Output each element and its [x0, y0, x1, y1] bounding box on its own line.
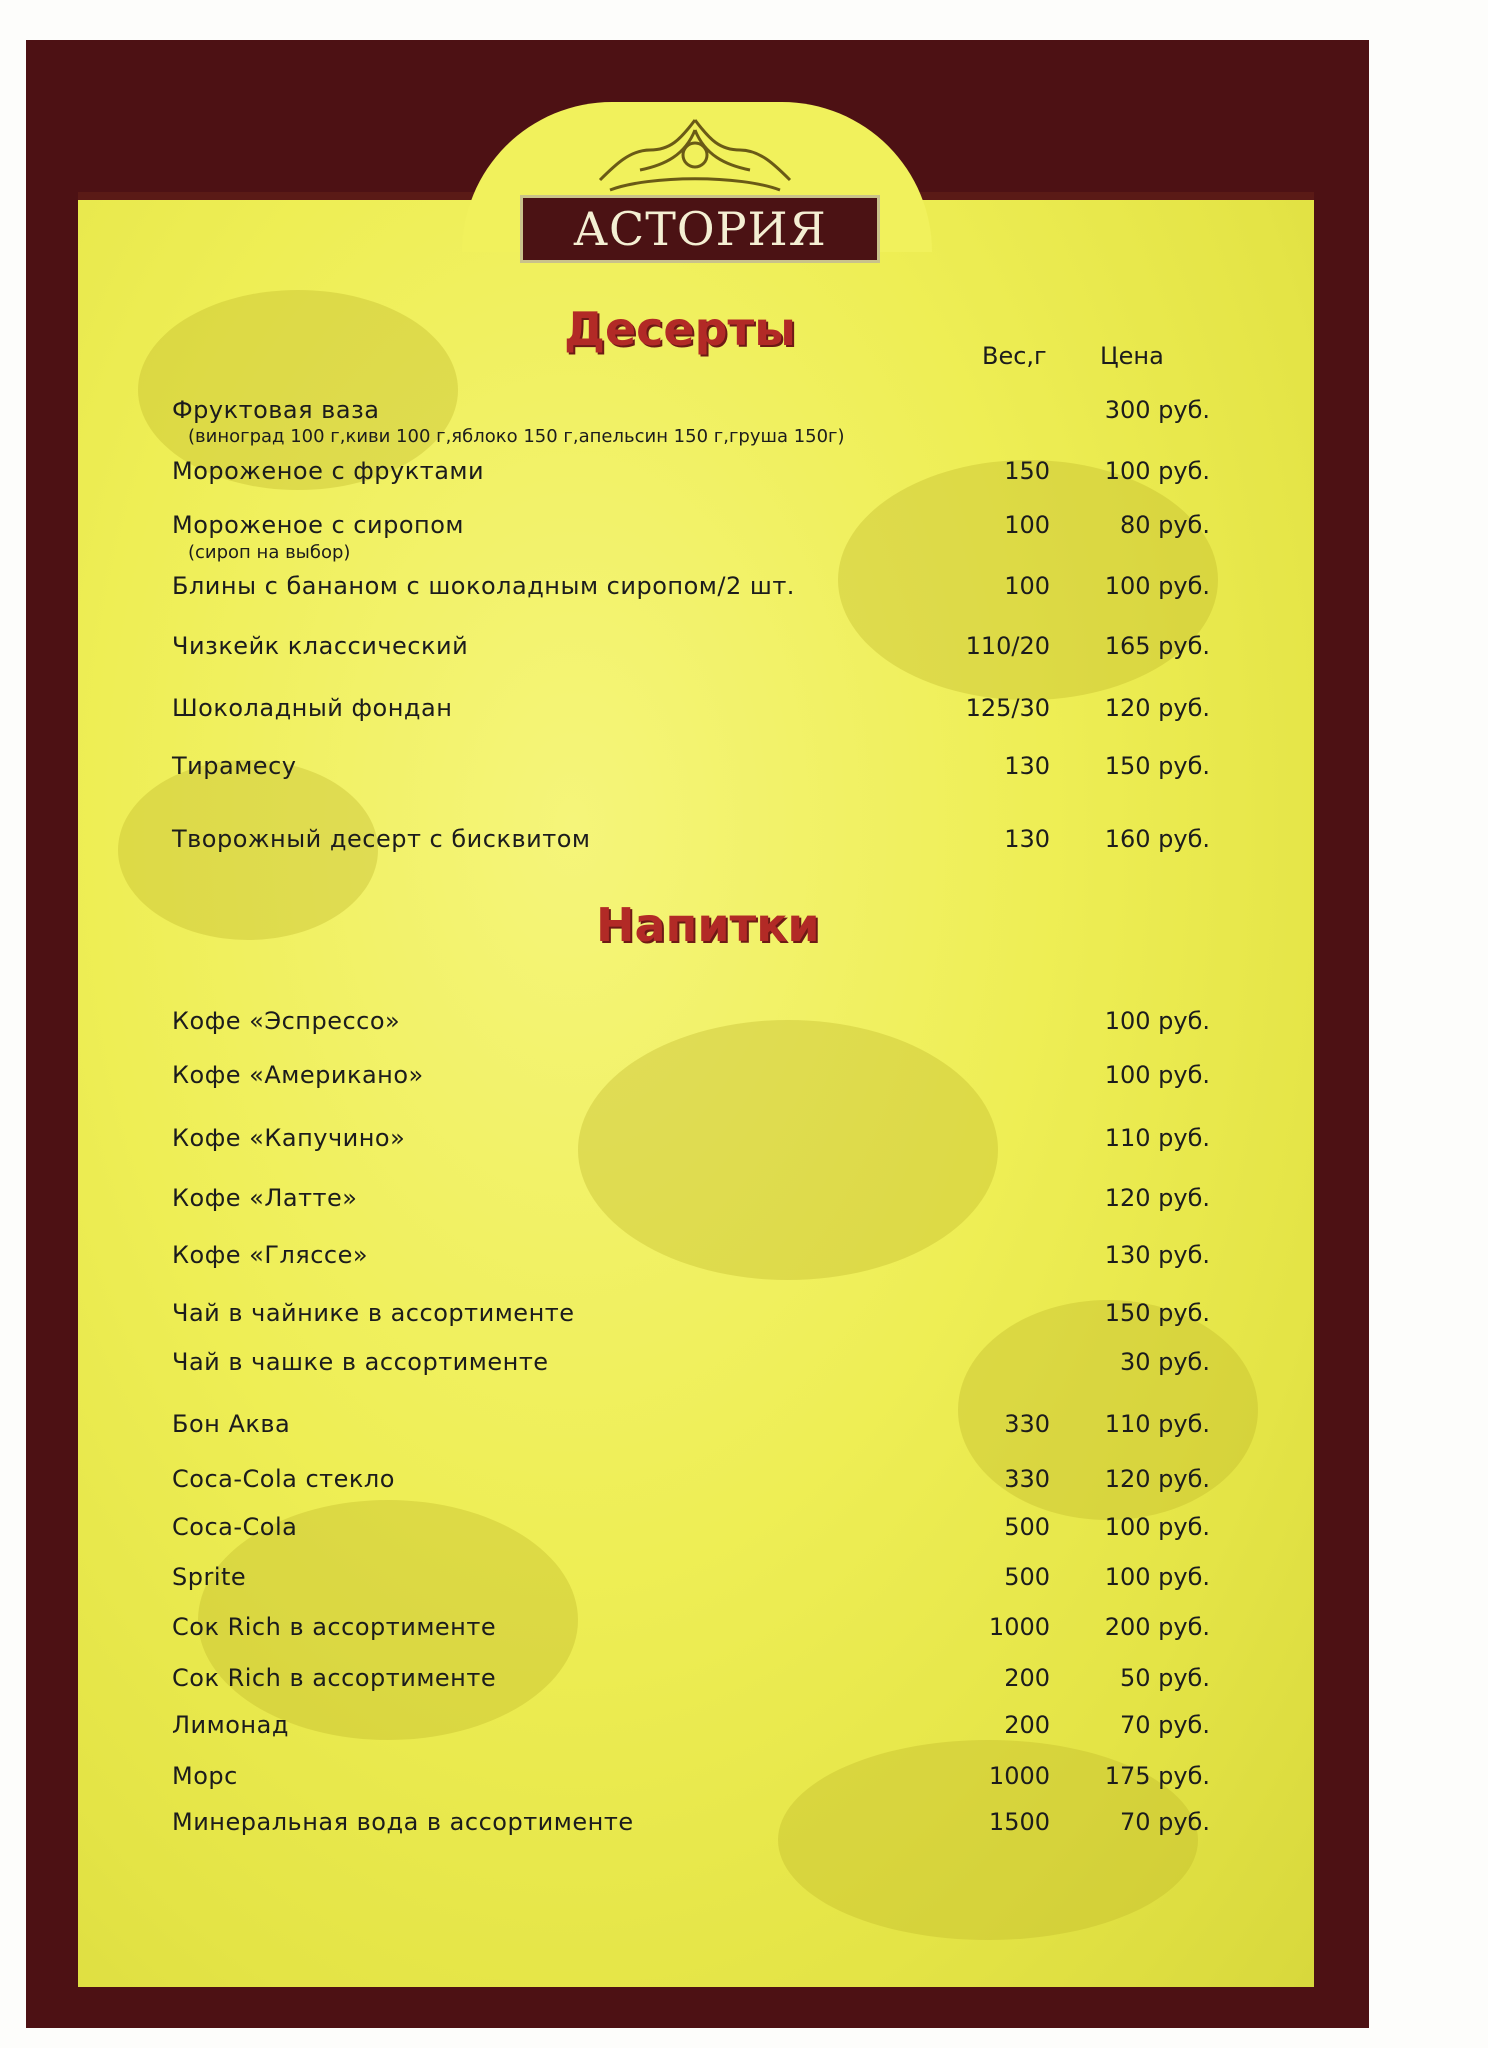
item-price: 150 руб.: [1104, 752, 1210, 780]
item-price: 130 руб.: [1104, 1241, 1210, 1269]
item-weight: 130: [1004, 752, 1050, 780]
item-price: 160 руб.: [1104, 825, 1210, 853]
item-price: 100 руб.: [1104, 1513, 1210, 1541]
drinks-title: Напитки: [596, 898, 820, 952]
item-weight: 1000: [988, 1613, 1050, 1641]
list-item: [0, 1613, 1488, 1647]
desserts-title: Десерты: [564, 302, 796, 356]
item-price: 300 руб.: [1104, 396, 1210, 424]
list-item: [0, 1184, 1488, 1218]
item-weight: 330: [1004, 1465, 1050, 1493]
list-item: [0, 825, 1488, 859]
list-item: [0, 1007, 1488, 1041]
item-weight: 200: [1004, 1664, 1050, 1692]
list-item: [0, 1124, 1488, 1158]
item-price: 110 руб.: [1104, 1124, 1210, 1152]
item-price: 100 руб.: [1104, 1061, 1210, 1089]
list-item: [0, 396, 1488, 430]
item-weight: 100: [1004, 572, 1050, 600]
list-item: [0, 1563, 1488, 1597]
item-price: 150 руб.: [1104, 1299, 1210, 1327]
item-name: Фруктовая ваза: [172, 396, 380, 424]
item-name: Coca-Cola стекло: [172, 1465, 395, 1493]
item-name: Кофе «Эспрессо»: [172, 1007, 401, 1035]
item-price: 200 руб.: [1104, 1613, 1210, 1641]
item-weight: 150: [1004, 457, 1050, 485]
item-price: 120 руб.: [1104, 1465, 1210, 1493]
item-price: 30 руб.: [1119, 1348, 1210, 1376]
item-weight: 1000: [988, 1762, 1050, 1790]
item-name: Сок Rich в ассортименте: [172, 1664, 497, 1692]
item-price: 100 руб.: [1104, 572, 1210, 600]
list-item: [0, 1241, 1488, 1275]
item-name: Кофе «Гляссе»: [172, 1241, 369, 1269]
list-item: [0, 1465, 1488, 1499]
item-weight: 500: [1004, 1513, 1050, 1541]
item-name: Кофе «Латте»: [172, 1184, 358, 1212]
item-price: 100 руб.: [1104, 457, 1210, 485]
item-weight: 500: [1004, 1563, 1050, 1591]
list-item: [0, 694, 1488, 728]
item-price: 175 руб.: [1104, 1762, 1210, 1790]
item-price: 70 руб.: [1119, 1808, 1210, 1836]
item-name: Мороженое с сиропом: [172, 511, 464, 539]
ornament-icon: [570, 110, 820, 200]
item-weight: 330: [1004, 1410, 1050, 1438]
list-item: [0, 457, 1488, 491]
list-item: [0, 1299, 1488, 1333]
item-name: Морс: [172, 1762, 238, 1790]
list-item: [0, 1348, 1488, 1382]
list-item: [0, 1808, 1488, 1842]
item-price: 110 руб.: [1104, 1410, 1210, 1438]
item-name: Минеральная вода в ассортименте: [172, 1808, 634, 1836]
col-price-header: Цена: [1100, 342, 1164, 370]
list-item: [0, 1711, 1488, 1745]
item-name: Тирамесу: [172, 752, 297, 780]
item-price: 70 руб.: [1119, 1711, 1210, 1739]
list-item: [0, 1762, 1488, 1796]
item-name: Coca-Cola: [172, 1513, 298, 1541]
item-name: Лимонад: [172, 1711, 289, 1739]
brand-title-box: [520, 195, 880, 263]
item-price: 120 руб.: [1104, 694, 1210, 722]
list-item: [0, 1410, 1488, 1444]
item-weight: 100: [1004, 511, 1050, 539]
item-name: Сок Rich в ассортименте: [172, 1613, 497, 1641]
item-weight: 125/30: [965, 694, 1050, 722]
item-weight: 130: [1004, 825, 1050, 853]
item-name: Чай в чайнике в ассортименте: [172, 1299, 575, 1327]
item-name: Мороженое с фруктами: [172, 457, 485, 485]
list-item: [0, 572, 1488, 606]
item-name: Блины с бананом с шоколадным сиропом/2 шт.: [172, 572, 795, 600]
item-name: Чай в чашке в ассортименте: [172, 1348, 549, 1376]
list-item: [0, 1664, 1488, 1698]
item-weight: 200: [1004, 1711, 1050, 1739]
item-name: Sprite: [172, 1563, 247, 1591]
item-price: 80 руб.: [1119, 511, 1210, 539]
list-item: [0, 1513, 1488, 1547]
item-price: 50 руб.: [1119, 1664, 1210, 1692]
item-name: Кофе «Капучино»: [172, 1124, 406, 1152]
item-name: Чизкейк классический: [172, 632, 469, 660]
item-note: (виноград 100 г,киви 100 г,яблоко 150 г,апельсин 150 г,груша 150г): [188, 426, 845, 447]
list-item: [0, 752, 1488, 786]
item-price: 120 руб.: [1104, 1184, 1210, 1212]
item-name: Творожный десерт с бисквитом: [172, 825, 591, 853]
item-name: Шоколадный фондан: [172, 694, 453, 722]
item-name: Бон Аква: [172, 1410, 291, 1438]
list-item: [0, 632, 1488, 666]
brand-title: АСТОРИЯ: [573, 202, 827, 256]
item-price: 100 руб.: [1104, 1563, 1210, 1591]
item-price: 165 руб.: [1104, 632, 1210, 660]
col-weight-header: Вес,г: [982, 342, 1047, 370]
list-item: [0, 511, 1488, 545]
item-note: (сироп на выбор): [188, 542, 351, 563]
item-weight: 110/20: [965, 632, 1050, 660]
list-item: [0, 1061, 1488, 1095]
item-price: 100 руб.: [1104, 1007, 1210, 1035]
item-weight: 1500: [988, 1808, 1050, 1836]
item-name: Кофе «Американо»: [172, 1061, 424, 1089]
